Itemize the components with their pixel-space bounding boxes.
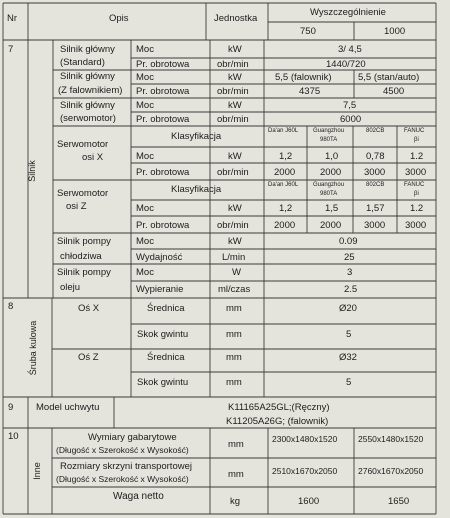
header-wyszczegolnienie: Wyszczególnienie <box>310 7 386 18</box>
dims-label-1: Wymiary gabarytowe <box>88 432 177 443</box>
weight-label: Waga netto <box>113 491 164 502</box>
servo-x-brand-4: FANUC <box>404 128 425 134</box>
section-10-group-label: Inne <box>32 462 42 480</box>
servo-x-brand-4-model: βi <box>414 137 419 143</box>
dims-label-2: (Długość x Szerokość x Wysokość) <box>56 445 189 455</box>
axis-x-d-value: Ø20 <box>339 303 357 314</box>
weight-750: 1600 <box>298 496 320 507</box>
main-inv-speed-label: Pr. obrotowa <box>136 86 190 97</box>
main-std-moc-unit: kW <box>228 44 242 55</box>
section-7-group-label: Silnik <box>27 160 37 182</box>
main-std-speed-label: Pr. obrotowa <box>136 59 190 70</box>
axis-z-d-label: Średnica <box>147 352 185 363</box>
main-inv-name1: Silnik główny <box>60 71 115 82</box>
coolant-wyd-label: Wydajność <box>136 252 183 263</box>
header-col-750: 750 <box>300 26 316 37</box>
oil-name1: Silnik pompy <box>57 267 111 278</box>
oil-moc-value: 3 <box>347 267 353 278</box>
main-inv-speed-unit: obr/min <box>217 86 249 97</box>
axis-z-p-label: Skok gwintu <box>137 377 189 388</box>
header-jednostka: Jednostka <box>214 13 258 24</box>
servo-z-speed-1: 2000 <box>274 220 296 231</box>
servo-x-klas-label: Klasyfikacja <box>171 131 222 142</box>
servo-z-speed-2: 2000 <box>320 220 342 231</box>
servo-x-brand-2: Guangzhou <box>313 128 345 134</box>
servo-x-moc-1: 1,2 <box>279 151 293 162</box>
main-inv-moc-unit: kW <box>228 72 242 83</box>
section-9-nr: 9 <box>8 402 14 413</box>
servo-z-brand-1: Da'an J60L <box>268 182 299 188</box>
coolant-wyd-unit: L/min <box>222 252 246 263</box>
main-std-speed-unit: obr/min <box>217 59 249 70</box>
axis-x-p-label: Skok gwintu <box>137 329 189 340</box>
servo-z-moc-2: 1,5 <box>325 203 339 214</box>
section-8-nr: 8 <box>8 301 14 312</box>
main-servo-speed-value: 6000 <box>340 114 362 125</box>
main-inv-moc-1000: 5,5 (stan/auto) <box>358 72 420 83</box>
coolant-moc-label: Moc <box>136 236 154 247</box>
oil-wyp-value: 2.5 <box>344 284 358 295</box>
section-10-nr: 10 <box>8 431 19 442</box>
axis-x-d-label: Średnica <box>147 303 185 314</box>
main-std-name1: Silnik główny <box>60 44 115 55</box>
main-std-moc-label: Moc <box>136 44 154 55</box>
servo-z-brand-4-model: βi <box>414 191 419 197</box>
header-opis: Opis <box>109 13 129 24</box>
section-8-group-label: Śruba kulowa <box>28 320 38 376</box>
main-servo-speed-unit: obr/min <box>217 114 249 125</box>
servo-z-moc-4: 1.2 <box>410 203 424 214</box>
axis-z-p-unit: mm <box>226 377 242 388</box>
servo-x-moc-4: 1.2 <box>410 151 424 162</box>
servo-z-speed-label: Pr. obrotowa <box>136 220 190 231</box>
box-label-2: (Długość x Szerokość x Wysokość) <box>56 474 189 484</box>
servo-x-speed-label: Pr. obrotowa <box>136 167 190 178</box>
main-inv-name2: (Z falownikiem) <box>58 85 123 96</box>
servo-x-speed-1: 2000 <box>274 167 296 178</box>
header-nr: Nr <box>7 13 18 24</box>
main-servo-speed-label: Pr. obrotowa <box>136 114 190 125</box>
dims-1000: 2550x1480x1520 <box>358 434 424 444</box>
main-inv-speed-1000: 4500 <box>383 86 405 97</box>
oil-moc-label: Moc <box>136 267 154 278</box>
servo-z-moc-label: Moc <box>136 203 154 214</box>
oil-moc-unit: W <box>232 267 241 278</box>
main-inv-speed-750: 4375 <box>299 86 321 97</box>
coolant-moc-value: 0.09 <box>339 236 358 247</box>
box-label-1: Rozmiary skrzyni transportowej <box>60 461 192 472</box>
main-servo-moc-label: Moc <box>136 100 154 111</box>
servo-x-moc-2: 1,0 <box>325 151 339 162</box>
chuck-model-value-2: K11205A26G; (falownik) <box>226 416 329 427</box>
main-std-moc-value: 3/ 4,5 <box>338 44 362 55</box>
servo-z-name1: Serwomotor <box>57 188 109 199</box>
box-1000: 2760x1670x2050 <box>358 466 424 476</box>
main-servo-name2: (serwomotor) <box>60 113 116 124</box>
servo-x-name2: osi X <box>82 152 104 163</box>
main-std-speed-value: 1440/720 <box>326 59 366 70</box>
servo-z-brand-2-model: 980TA <box>320 191 338 197</box>
servo-x-speed-2: 2000 <box>320 167 342 178</box>
axis-z-d-unit: mm <box>226 352 242 363</box>
servo-z-speed-3: 3000 <box>364 220 386 231</box>
servo-x-moc-label: Moc <box>136 151 154 162</box>
servo-x-brand-2-model: 980TA <box>320 137 338 143</box>
servo-z-moc-3: 1,57 <box>366 203 385 214</box>
box-750: 2510x1670x2050 <box>272 466 338 476</box>
servo-z-speed-unit: obr/min <box>217 220 249 231</box>
chuck-model-label: Model uchwytu <box>36 402 100 413</box>
servo-z-brand-4: FANUC <box>404 182 425 188</box>
main-servo-moc-value: 7,5 <box>343 100 357 111</box>
coolant-wyd-value: 25 <box>344 252 355 263</box>
oil-name2: oleju <box>60 282 81 293</box>
main-servo-moc-unit: kW <box>228 100 242 111</box>
main-inv-moc-label: Moc <box>136 72 154 83</box>
main-std-name2: (Standard) <box>60 57 105 68</box>
dims-750: 2300x1480x1520 <box>272 434 338 444</box>
servo-x-brand-1: Da'an J60L <box>268 128 299 134</box>
oil-wyp-label: Wypieranie <box>136 284 184 295</box>
servo-x-brand-3: 802CB <box>366 128 385 134</box>
weight-1000: 1650 <box>388 496 410 507</box>
oil-wyp-unit: ml/czas <box>218 284 251 295</box>
weight-unit: kg <box>230 496 241 507</box>
servo-x-speed-3: 3000 <box>364 167 386 178</box>
axis-z-d-value: Ø32 <box>339 352 357 363</box>
axis-z-p-value: 5 <box>346 377 352 388</box>
main-inv-moc-750: 5,5 (falownik) <box>275 72 332 83</box>
coolant-name1: Silnik pompy <box>57 236 111 247</box>
section-7-nr: 7 <box>8 44 14 55</box>
axis-x-name: Oś X <box>78 303 100 314</box>
servo-x-moc-unit: kW <box>228 151 242 162</box>
servo-x-name1: Serwomotor <box>57 139 109 150</box>
axis-x-p-unit: mm <box>226 329 242 340</box>
dims-unit: mm <box>228 439 244 450</box>
axis-x-d-unit: mm <box>226 303 242 314</box>
box-unit: mm <box>228 469 244 480</box>
servo-z-name2: osi Z <box>66 201 87 212</box>
servo-z-klas-label: Klasyfikacja <box>171 184 222 195</box>
servo-z-moc-1: 1,2 <box>279 203 293 214</box>
servo-z-brand-3: 802CB <box>366 182 385 188</box>
servo-z-moc-unit: kW <box>228 203 242 214</box>
servo-z-brand-2: Guangzhou <box>313 182 345 188</box>
axis-x-p-value: 5 <box>346 329 352 340</box>
servo-x-speed-unit: obr/min <box>217 167 249 178</box>
header-col-1000: 1000 <box>384 26 406 37</box>
coolant-moc-unit: kW <box>228 236 242 247</box>
chuck-model-value-1: K11165A25GL;(Ręczny) <box>228 402 330 413</box>
servo-x-moc-3: 0,78 <box>366 151 385 162</box>
main-servo-name1: Silnik główny <box>60 100 115 111</box>
servo-x-speed-4: 3000 <box>405 167 427 178</box>
servo-z-speed-4: 3000 <box>405 220 427 231</box>
coolant-name2: chłodziwa <box>60 251 102 262</box>
axis-z-name: Oś Z <box>78 352 99 363</box>
